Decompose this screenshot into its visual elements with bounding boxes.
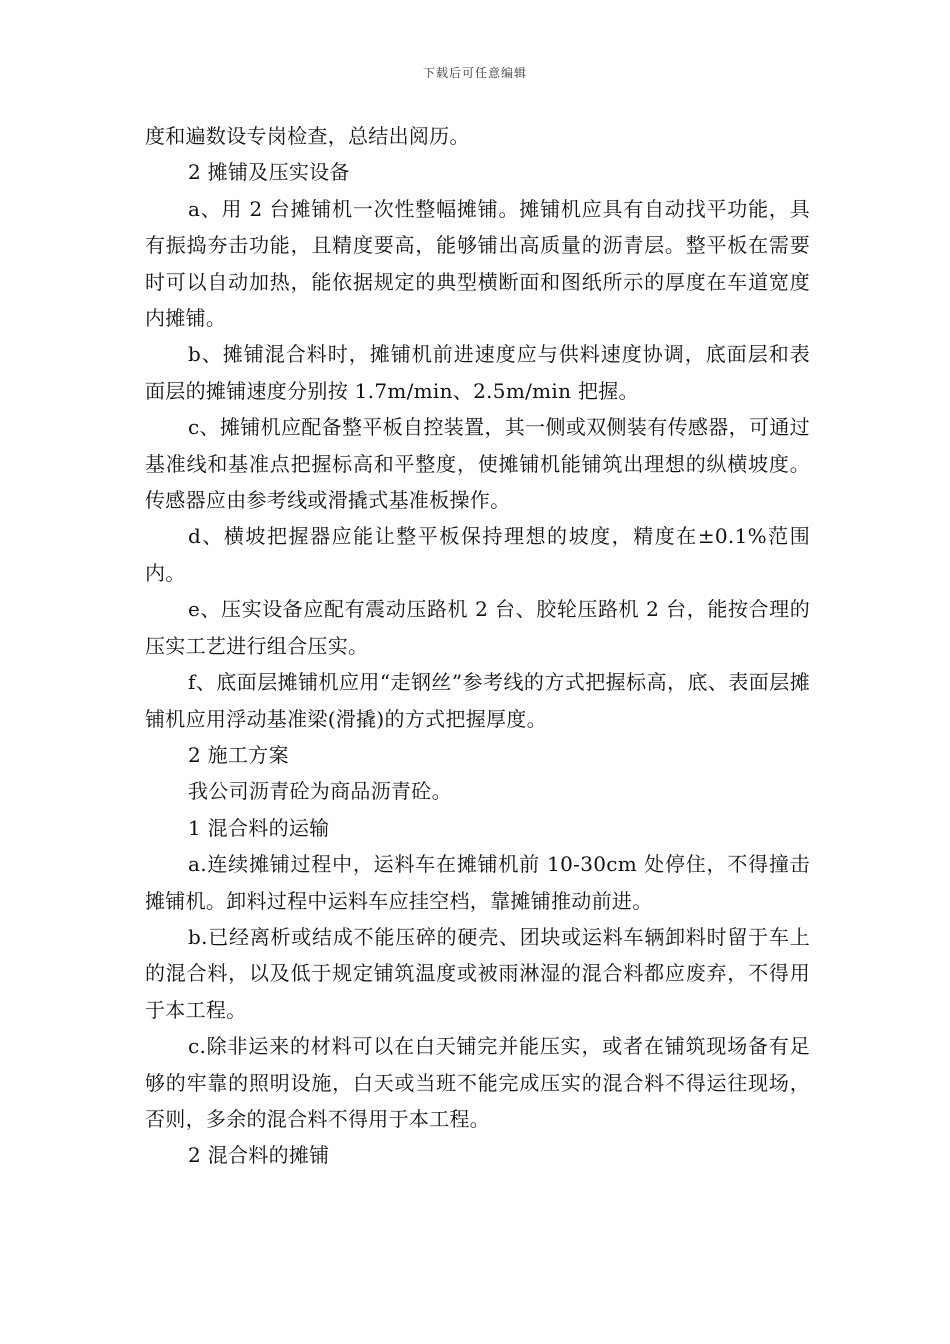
heading-mixture-transport: 1 混合料的运输 (188, 815, 330, 840)
heading-construction-plan: 2 施工方案 (188, 742, 289, 767)
heading-mixture-paving: 2 混合料的摊铺 (188, 1143, 330, 1168)
paragraph-commercial-asphalt: 我公司沥青砼为商品沥青砼。 (188, 779, 452, 804)
paragraph-transport-c: c.除非运来的材料可以在白天铺完并能压实，或者在铺筑现场备有足够的牢靠的照明设施，白天或当班不能完成压实的混合料不得运往现场，否则，多余的混合料不得用于本工程。 (145, 1034, 810, 1131)
paragraph-intro-tail: 度和遍数设专岗检查，总结出阅历。 (145, 124, 470, 148)
document-body (145, 118, 810, 1174)
paragraph-item-d: d、横坡把握器应能让整平板保持理想的坡度，精度在±0.1%范围内。 (145, 524, 810, 585)
paragraph-item-b: b、摊铺混合料时，摊铺机前进速度应与供料速度协调，底面层和表面层的摊铺速度分别按 1.7m/min、2.5m/min 把握。 (145, 342, 810, 403)
paragraph-item-f: f、底面层摊铺机应用“走钢丝”参考线的方式把握标高，底、表面层摊铺机应用浮动基准梁(滑撬)的方式把握厚度。 (145, 670, 810, 731)
paragraph-transport-a: a.连续摊铺过程中，运料车在摊铺机前 10-30cm 处停住，不得撞击摊铺机。卸料过程中运料车应挂空档，靠摊铺推动前进。 (145, 852, 810, 913)
page-header-note: 下载后可任意编辑 (422, 66, 527, 80)
paragraph-transport-b: b.已经离析或结成不能压碎的硬壳、团块或运料车辆卸料时留于车上的混合料，以及低于规定铺筑温度或被雨淋湿的混合料都应废弃，不得用于本工程。 (145, 924, 810, 1022)
paragraph-item-a: a、用 2 台摊铺机一次性整幅摊铺。摊铺机应具有自动找平功能，具有振捣夯击功能，且精度要高，能够铺出高质量的沥青层。整平板在需要时可以自动加热，能依据规定的典型横断面和图纸所示的厚度在车道宽度内摊铺。 (145, 196, 810, 331)
paragraph-item-c: c、摊铺机应配备整平板自控装置，其一侧或双侧装有传感器，可通过基准线和基准点把握标高和平整度，使摊铺机能铺筑出理想的纵横坡度。传感器应由参考线或滑撬式基准板操作。 (145, 415, 810, 513)
heading-paving-equipment: 2 摊铺及压实设备 (188, 160, 350, 185)
paragraph-item-e: e、压实设备应配有震动压路机 2 台、胶轮压路机 2 台，能按合理的压实工艺进行组合压实。 (145, 597, 810, 658)
